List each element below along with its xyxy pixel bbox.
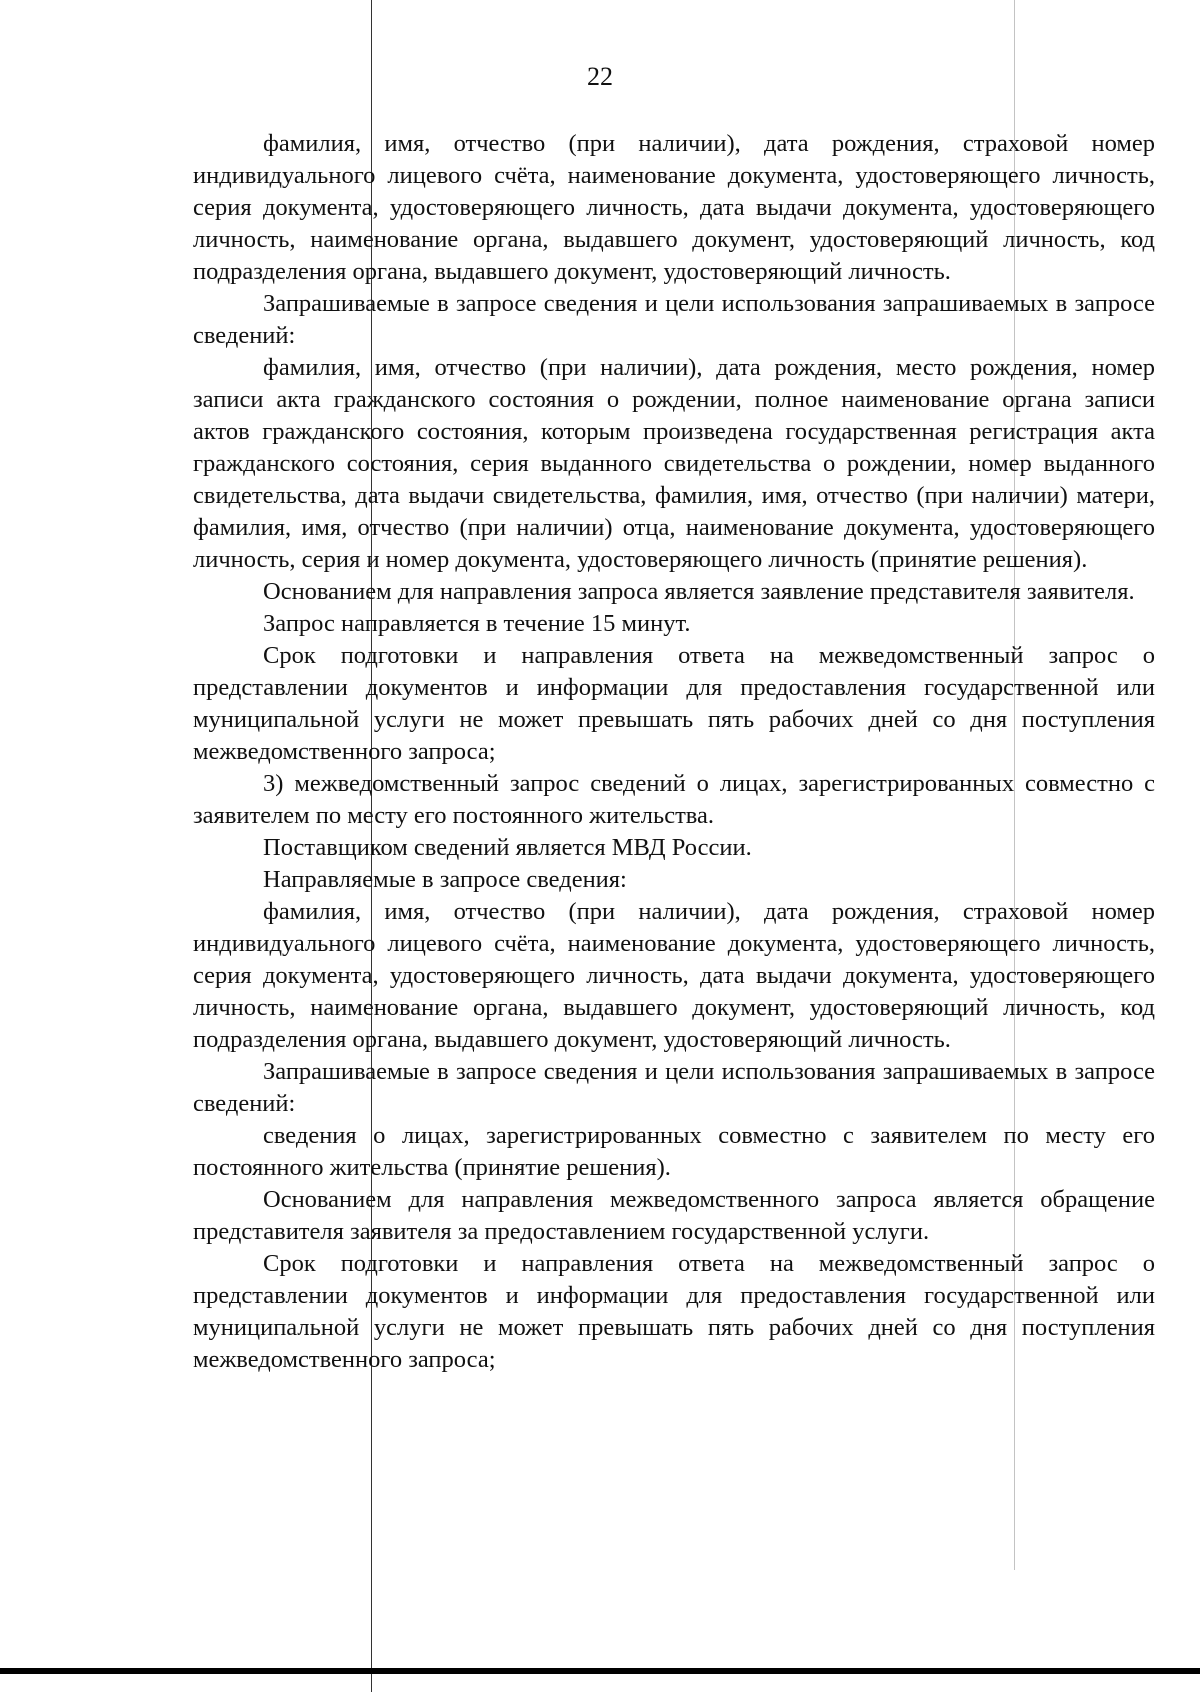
paragraph: 3) межведомственный запрос сведений о лицах, зарегистрированных совместно с заявителем по месту его постоянного жительства.	[193, 770, 1155, 829]
paragraph: сведения о лицах, зарегистрированных совместно с заявителем по месту его постоянного жительства (принятие решения).	[193, 1122, 1155, 1181]
paragraph: Запрашиваемые в запросе сведения и цели использования запрашиваемых в запросе сведений:	[193, 290, 1155, 349]
paragraph: Поставщиком сведений является МВД России.	[263, 834, 752, 861]
paragraph: Запрос направляется в течение 15 минут.	[263, 610, 691, 637]
paragraph: фамилия, имя, отчество (при наличии), дата рождения, место рождения, номер записи акта гражданского состояния о рождении, полное наименование органа записи актов гражданского состояния, которым произведена государственная регистрация акта гражданского состояния, серия выданного свидетельства о рождении, номер выданного свидетельства, дата выдачи свидетельства, фамилия, имя, отчество (при наличии) матери, фамилия, имя, отчество (при наличии) отца, наименование документа, удостоверяющего личность, серия и номер документа, удостоверяющего личность (принятие решения).	[193, 354, 1155, 573]
paragraph: Основанием для направления межведомственного запроса является обращение представителя заявителя за предоставлением государственной услуги.	[193, 1186, 1155, 1245]
paragraph: Срок подготовки и направления ответа на межведомственный запрос о представлении документов и информации для предоставления государственной или муниципальной услуги не может превышать пять рабочих дней со дня поступления межведомственного запроса;	[193, 642, 1155, 765]
paragraph: Направляемые в запросе сведения:	[263, 866, 627, 893]
paragraph: Срок подготовки и направления ответа на межведомственный запрос о представлении документов и информации для предоставления государственной или муниципальной услуги не может превышать пять рабочих дней со дня поступления межведомственного запроса;	[193, 1250, 1155, 1373]
paragraph: фамилия, имя, отчество (при наличии), дата рождения, страховой номер индивидуального лицевого счёта, наименование документа, удостоверяющего личность, серия документа, удостоверяющего личность, дата выдачи документа, удостоверяющего личность, наименование органа, выдавшего документ, удостоверяющий личность, код подразделения органа, выдавшего документ, удостоверяющий личность.	[193, 130, 1155, 285]
paragraph: Основанием для направления запроса является заявление представителя заявителя.	[263, 578, 1135, 605]
scan-bottom-border	[0, 1668, 1200, 1674]
paragraph: Запрашиваемые в запросе сведения и цели использования запрашиваемых в запросе сведений:	[193, 1058, 1155, 1117]
paragraph: фамилия, имя, отчество (при наличии), дата рождения, страховой номер индивидуального лицевого счёта, наименование документа, удостоверяющего личность, серия документа, удостоверяющего личность, дата выдачи документа, удостоверяющего личность, наименование органа, выдавшего документ, удостоверяющий личность, код подразделения органа, выдавшего документ, удостоверяющий личность.	[193, 898, 1155, 1053]
page-number: 22	[587, 62, 613, 91]
document-body	[193, 128, 1155, 1376]
